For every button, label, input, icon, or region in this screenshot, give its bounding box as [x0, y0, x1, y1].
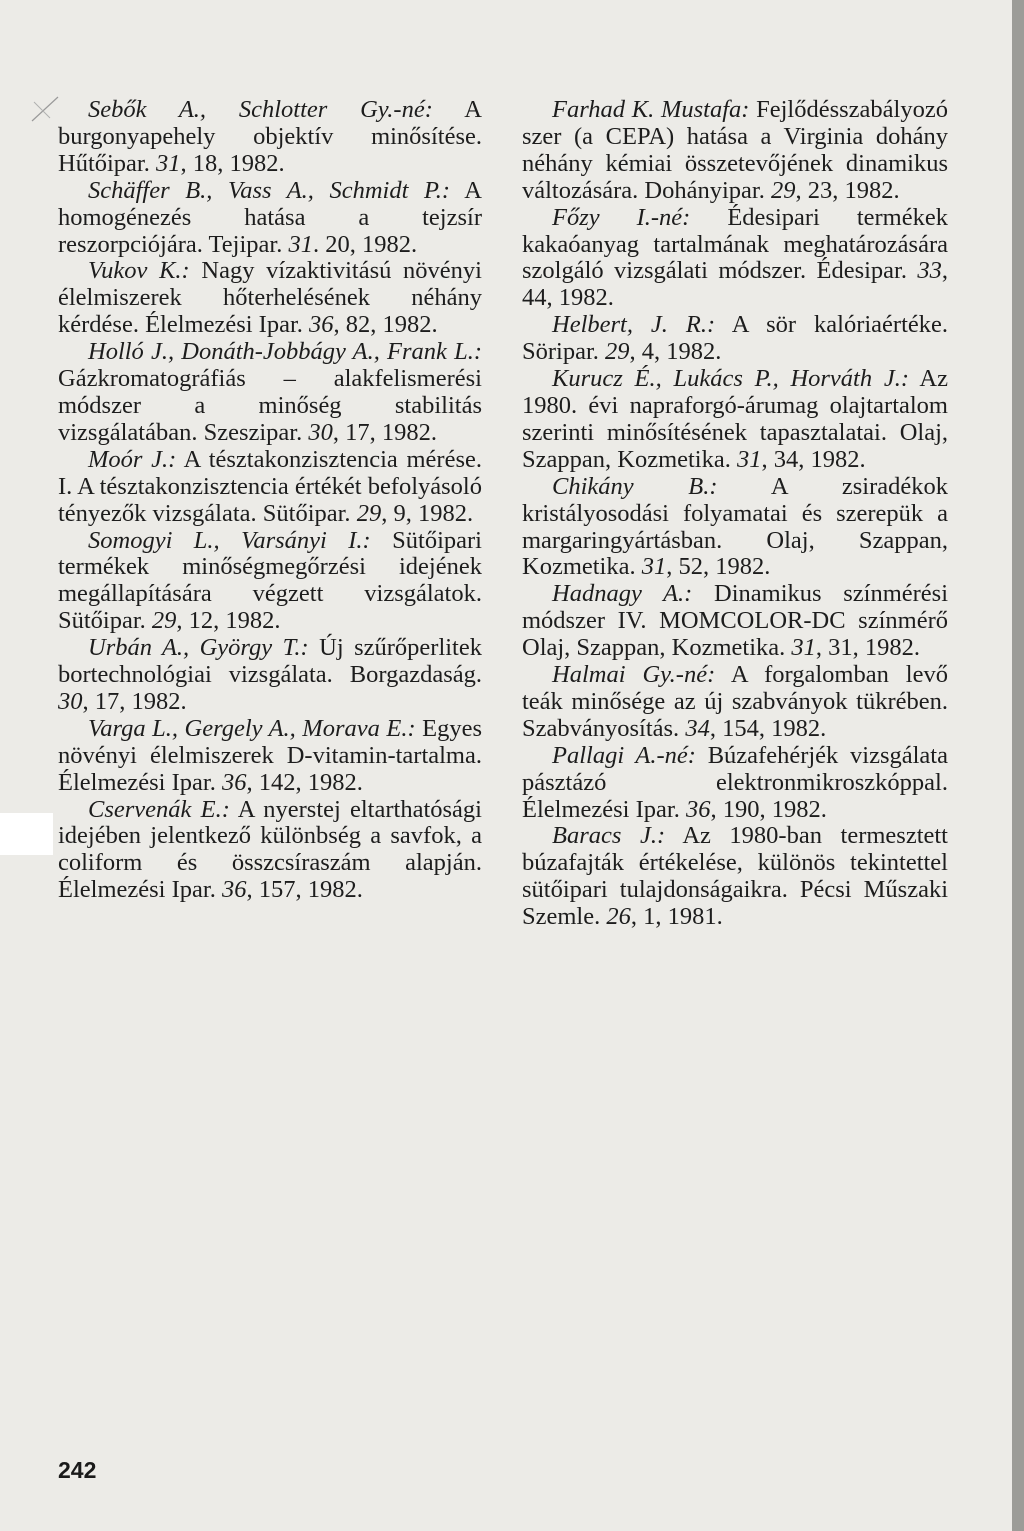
- left-column: [58, 97, 482, 904]
- reference-entry: Varga L., Gergely A., Morava E.: Egyes növényi élelmiszerek D-vitamin-tartalma. Élelmezési Ipar. 36, 142, 1982.: [58, 714, 483, 796]
- reference-entry: Hadnagy A.: Dinamikus színmérési módszer IV. MOMCOLOR-DC színmérő Olaj, Szappan, Kozmetika. 31, 31, 1982.: [522, 580, 949, 662]
- page-tab-marker: [0, 813, 53, 855]
- right-column: [522, 97, 948, 931]
- reference-entry: Moór J.: A tésztakonzisztencia mérése. I. A tésztakonzisztencia értékét befolyásoló tényezők vizsgálata. Sütőipar. 29, 9, 1982.: [58, 445, 482, 527]
- reference-entry: Chikány B.: A zsiradékok kristályosodási folyamatai és szerepük a margaringyártásban. Olaj, Szappan, Kozmetika. 31, 52, 1982.: [522, 472, 948, 581]
- reference-entry: Főzy I.-né: Édesipari termékek kakaóanyag tartalmának meghatározására szolgáló vizsgálati módszer. Édesipar. 33, 44, 1982.: [522, 203, 948, 312]
- reference-entry: Pallagi A.-né: Búzafehérjék vizsgálata pásztázó elektronmikroszkóppal. Élelmezési Ipar. 36, 190, 1982.: [522, 741, 948, 823]
- reference-entry: Somogyi L., Varsányi I.: Sütőipari termékek minőségmegőrzési idejének megállapítására végzett vizsgálatok. Sütőipar. 29, 12, 1982.: [58, 526, 482, 635]
- reference-entry: Farhad K. Mustafa: Fejlődésszabályozó szer (a CEPA) hatása a Virginia dohány néhány kémiai összetevőjének dinamikus változására. Dohányipar. 29, 23, 1982.: [522, 96, 948, 204]
- reference-entry: Helbert, J. R.: A sör kalóriaértéke. Söripar. 29, 4, 1982.: [522, 311, 949, 366]
- reference-entry: Baracs J.: Az 1980-ban termesztett búzafajták értékelése, különös tekintettel sütőipari tulajdonságaikra. Pécsi Műszaki Szemle. 26, 1, 1981.: [522, 822, 948, 931]
- reference-entry: Schäffer B., Vass A., Schmidt P.: A homogénezés hatása a tejzsír reszorpciójára. Tejipar. 31. 20, 1982.: [58, 176, 482, 258]
- reference-entry: Vukov K.: Nagy vízaktivitású növényi élelmiszerek hőterhelésének néhány kérdése. Élelmezési Ipar. 36, 82, 1982.: [58, 257, 482, 339]
- reference-entry: Sebők A., Schlotter Gy.-né: A burgonyapehely objektív minősítése. Hűtőipar. 31, 18, 1982.: [58, 96, 483, 177]
- reference-entry: Halmai Gy.-né: A forgalomban levő teák minősége az új szabványok tükrében. Szabványosítás. 34, 154, 1982.: [522, 661, 948, 742]
- reference-entry: Urbán A., György T.: Új szűrőperlitek bortechnológiai vizsgálata. Borgazdaság. 30, 17, 1982.: [58, 634, 482, 715]
- reference-entry: Kurucz É., Lukács P., Horváth J.: Az 1980. évi napraforgó-árumag olajtartalom szerinti minősítésének tapasztalatai. Olaj, Szappan, Kozmetika. 31, 34, 1982.: [522, 365, 948, 473]
- reference-entry: Holló J., Donáth-Jobbágy A., Frank L.: Gázkromatográfiás – alakfelismerési módszer a minőség stabilitás vizsgálatában. Szeszipar. 30, 17, 1982.: [58, 338, 482, 446]
- reference-entry: Cservenák E.: A nyerstej eltarthatósági idejében jelentkező különbség a savfok, a coliform és összcsíraszám alapján. Élelmezési Ipar. 36, 157, 1982.: [58, 795, 482, 904]
- page-edge: [1012, 0, 1024, 1531]
- page-number: 242: [58, 1457, 97, 1483]
